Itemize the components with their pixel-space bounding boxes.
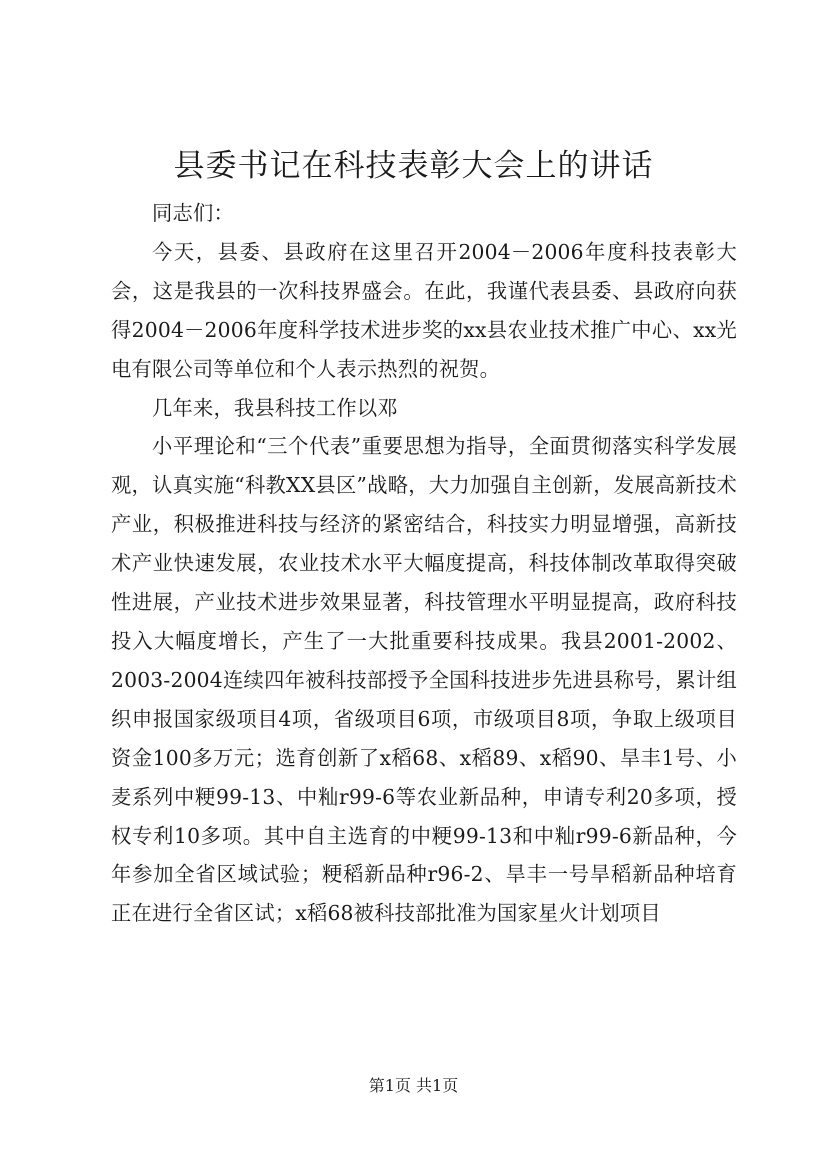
greeting: 同志们：	[152, 201, 234, 225]
paragraph-1: 今天，县委、县政府在这里召开2004－2006年度科技表彰大会，这是我县的一次科技界盛会。在此，我谨代表县委、县政府向获得2004－2006年度科学技术进步奖的xx县农业技术推广中心、xx光电有限公司等单位和个人表示热烈的祝贺。	[111, 239, 737, 381]
paragraph-3: 小平理论和“三个代表”重要思想为指导，全面贯彻落实科学发展观，认真实施“科教XX县区”战略，大力加强自主创新，发展高新技术产业，积极推进科技与经济的紧密结合，科技实力明显增强，高新技术产业快速发展，农业技术水平大幅度提高，科技体制改革取得突破性进展，产业技术进步效果显著，科技管理水平明显提高，政府科技投入大幅度增长，产生了一大批重要科技成果。我县2001-2002、2003-2004连续四年被科技部授予全国科技进步先进县称号，累计组织申报国家级项目4项，省级项目6项，市级项目8项，争取上级项目资金100多万元；选育创新了x稻68、x稻89、x稻90、旱丰1号、小麦系列中粳99-13、中籼r99-6等农业新品种，申请专利20多项，授权专利10多项。其中自主选育的中粳99-13和中籼r99-6新品种，今年参加全省区域试验；粳稻新品种r96-2、旱丰一号旱稻新品种培育正在进行全省区试；x稻68被科技部批准为国家星火计划项目	[111, 434, 737, 926]
page-footer: 第1页 共1页	[368, 1076, 459, 1095]
document-body	[111, 194, 737, 933]
paragraph-2: 几年来，我县科技工作以邓	[152, 395, 398, 420]
page-title: 县委书记在科技表彰大会上的讲话	[173, 148, 654, 184]
